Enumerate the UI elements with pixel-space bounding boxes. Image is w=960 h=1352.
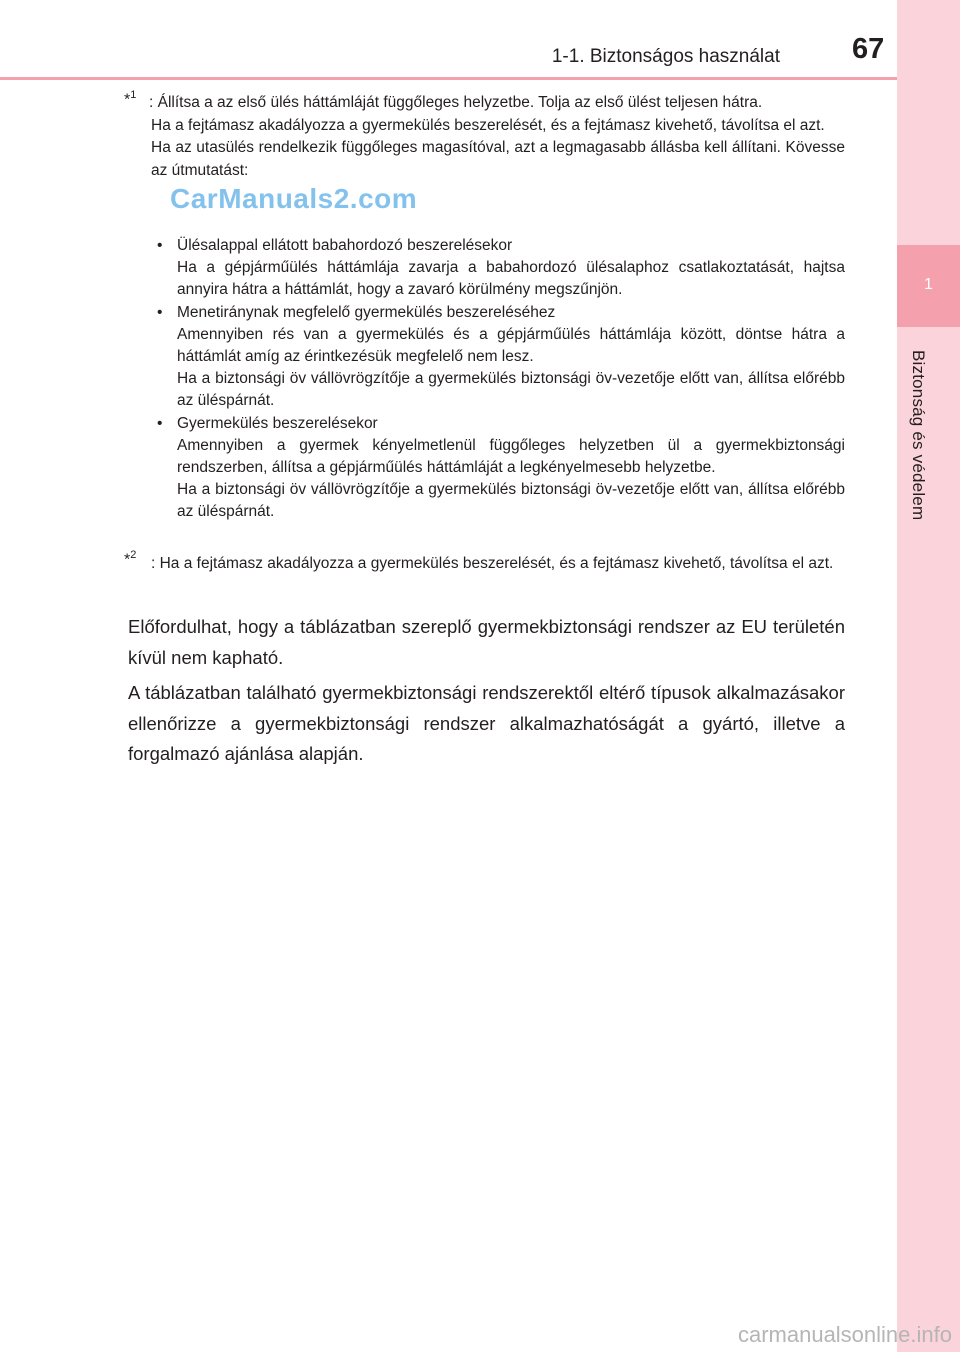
- footnote-1: [151, 92, 845, 182]
- bullet-heading: Menetiránynak megfelelő gyermekülés beszereléséhez: [177, 303, 556, 321]
- footnote-1-paragraph: Ha az utasülés rendelkezik függőleges magasítóval, azt a legmagasabb állásba kell állítani. Kövesse az útmutatást:: [151, 139, 845, 179]
- footnote-1-paragraph: Ha a fejtámasz akadályozza a gyermekülés beszerelését, és a fejtámasz kivehető, távolítsa el azt.: [151, 116, 825, 134]
- footnote-2-mark: *$^2$: [124, 549, 137, 569]
- bullet-text: Ha a biztonsági öv vállövrögzítője a gyermekülés biztonsági öv-vezetője előtt van, állítsa előrébb az üléspárnát.: [177, 481, 845, 521]
- bullet-text: Amennyiben a gyermek kényelmetlenül függőleges helyzetben ül a gyermekbiztonsági rendszerben, állítsa a gépjárműülés háttámláját a legkényelmesebb helyzetbe.: [177, 436, 845, 477]
- bullet-heading: Gyermekülés beszerelésekor: [177, 414, 378, 432]
- footnote-1-paragraph: : Állítsa a az első ülés háttámláját függőleges helyzetbe. Tolja az első ülést teljesen hátra.: [149, 94, 763, 111]
- watermark-bottom: carmanualsonline.info: [737, 1322, 952, 1347]
- chapter-number: 1: [924, 276, 933, 293]
- body-paragraph-1: Előfordulhat, hogy a táblázatban szereplő gyermekbiztonsági rendszer az EU területén kívül nem kapható.: [128, 616, 845, 668]
- watermark-top: CarManuals2.com: [170, 183, 418, 214]
- page-number: 67: [852, 33, 885, 65]
- chapter-sidebar: [897, 0, 960, 1352]
- bullet-text: Ha a gépjárműülés háttámlája zavarja a babahordozó ülésalaphoz csatlakoztatását, hajtsa annyira hátra a háttámlát, hogy a zavaró körülmény megszűnjön.: [177, 259, 845, 299]
- header-divider: [0, 77, 897, 80]
- footnote-2-text: : Ha a fejtámasz akadályozza a gyermekülés beszerelését, és a fejtámasz kivehető, távolítsa el azt.: [151, 555, 834, 572]
- section-title: 1-1. Biztonságos használat: [551, 46, 780, 67]
- body-paragraph-2: A táblázatban található gyermekbiztonsági rendszerektől eltérő típusok alkalmazásakor ellenőrizze a gyermekbiztonsági rendszer alkalmazhatóságát a gyártó, illetve a forgalmazó ajánlása alapján.: [128, 682, 845, 764]
- bullet-heading: Ülésalappal ellátott babahordozó beszerelésekor: [177, 237, 513, 254]
- bullet-text: Ha a biztonsági öv vállövrögzítője a gyermekülés biztonsági öv-vezetője előtt van, állítsa előrébb az üléspárnát.: [177, 370, 845, 410]
- bullet-glyph: •: [157, 303, 163, 321]
- footnote-1-mark: *$^1$: [124, 89, 137, 109]
- list-item: [155, 413, 845, 524]
- bullet-glyph: •: [157, 414, 163, 432]
- list-item: [155, 235, 845, 302]
- footnote-1-bullet-list: [155, 235, 845, 524]
- chapter-title: Biztonság és védelem: [909, 350, 928, 521]
- list-item: [155, 302, 845, 413]
- footnote-2: [151, 553, 845, 576]
- bullet-text: Amennyiben rés van a gyermekülés és a gépjárműülés háttámlája között, döntse hátra a háttámlát amíg az érintkezésük megfelelő nem lesz.: [177, 325, 845, 366]
- bullet-glyph: •: [157, 237, 163, 254]
